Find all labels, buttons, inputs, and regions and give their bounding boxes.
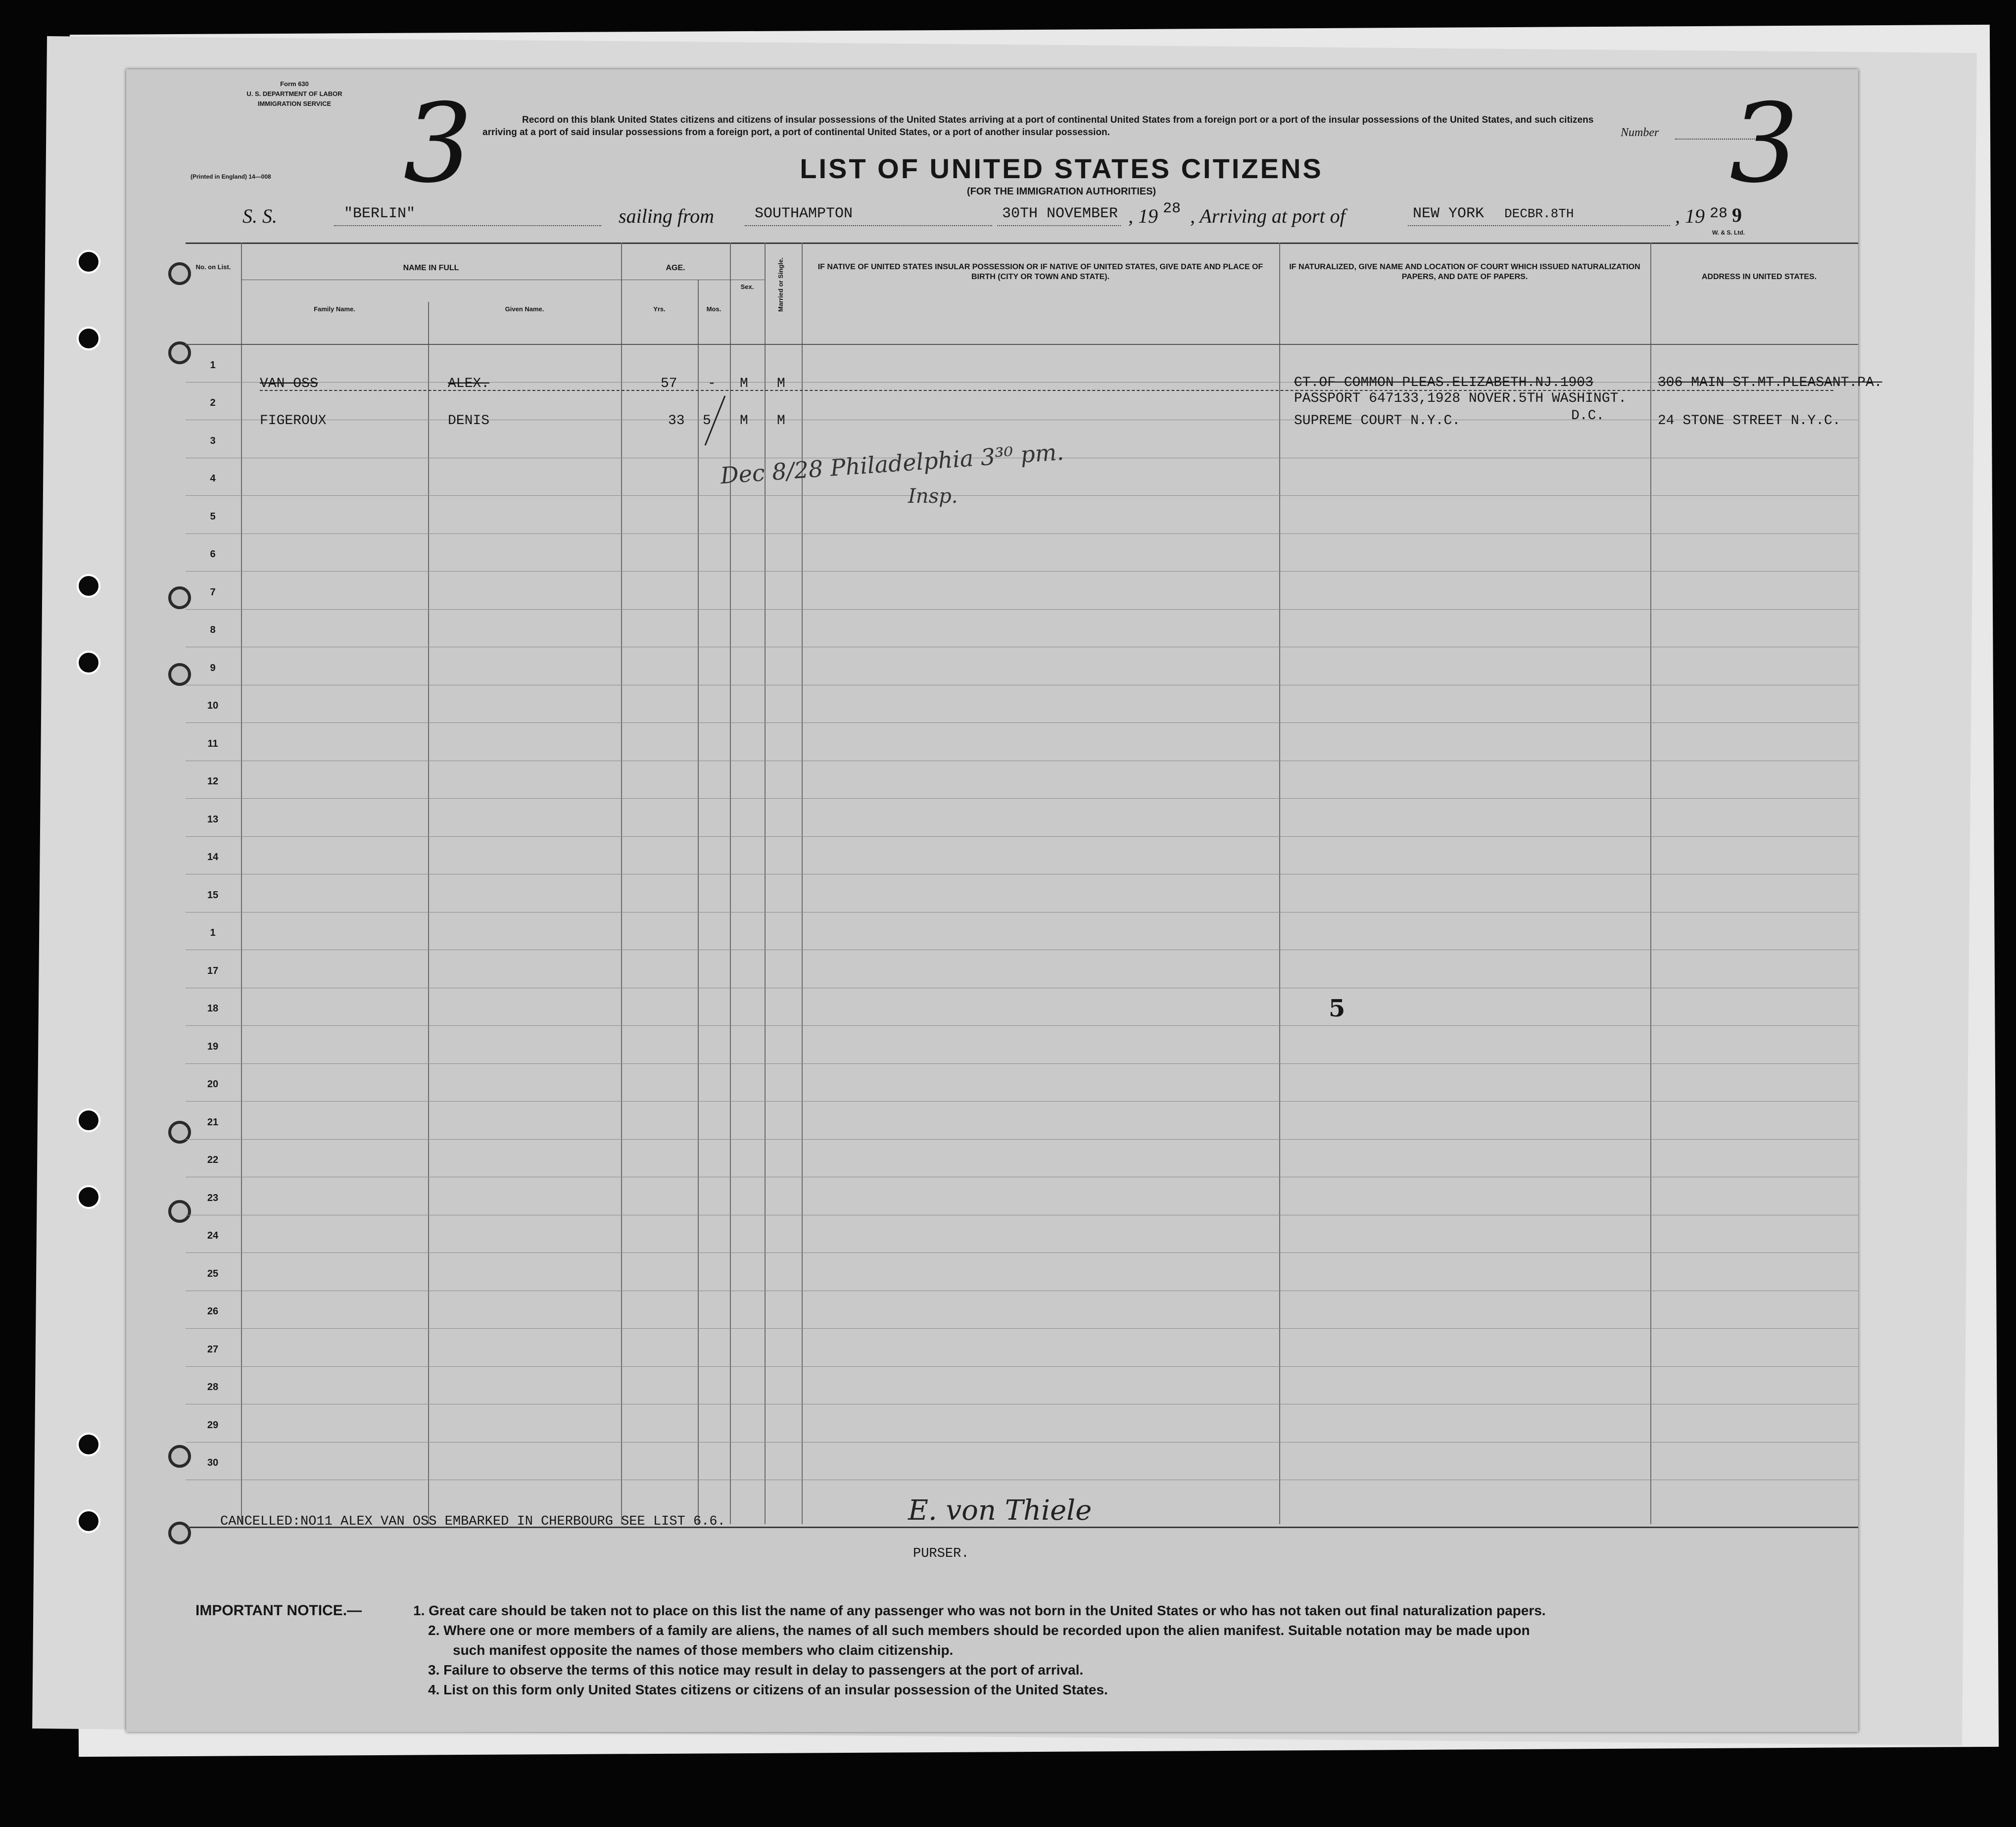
column-rule bbox=[621, 242, 622, 1524]
printed-note: (Printed in England) 14—008 bbox=[191, 173, 271, 180]
citizens-table bbox=[186, 242, 1882, 1524]
row-rule bbox=[186, 1366, 1858, 1367]
number-label: Number bbox=[1621, 126, 1659, 139]
dotted-line bbox=[745, 225, 992, 226]
row-rule bbox=[186, 836, 1858, 837]
row-rule bbox=[186, 722, 1858, 723]
row-number: 18 bbox=[207, 1003, 219, 1014]
header-sex: Sex. bbox=[740, 283, 754, 290]
row-rule bbox=[186, 798, 1858, 799]
purser-signature: E. von Thiele bbox=[908, 1494, 1092, 1527]
row-number: 14 bbox=[207, 852, 219, 863]
entry-given-name: DENIS bbox=[448, 413, 490, 429]
entry-passport: PASSPORT 647133,1928 NOVER.5TH WASHINGT. bbox=[1294, 391, 1627, 406]
table-top-rule bbox=[186, 242, 1858, 244]
entry-family-name: VAN OSS bbox=[260, 376, 318, 391]
row-number: 7 bbox=[210, 586, 216, 598]
row-number: 23 bbox=[207, 1192, 219, 1203]
row-rule bbox=[186, 382, 1858, 383]
header-years: Yrs. bbox=[653, 305, 666, 313]
arrival-year-prefix: , 19 bbox=[1675, 205, 1705, 227]
row-number: 28 bbox=[207, 1382, 219, 1393]
header-bottom-rule bbox=[186, 344, 1858, 345]
row-number: 20 bbox=[207, 1079, 219, 1090]
column-rule bbox=[765, 242, 766, 1524]
year-prefix: , 19 bbox=[1128, 205, 1158, 227]
header-months: Mos. bbox=[706, 305, 721, 313]
header-age: AGE. bbox=[666, 264, 685, 272]
reinforcement-ring bbox=[168, 1522, 191, 1544]
dotted-line bbox=[1408, 225, 1670, 226]
binder-hole bbox=[77, 1509, 100, 1533]
header-no-on-list: No. on List. bbox=[195, 263, 231, 271]
row-number: 27 bbox=[207, 1344, 219, 1355]
column-rule bbox=[1650, 242, 1651, 1524]
row-rule bbox=[186, 1328, 1858, 1329]
purser-label: PURSER. bbox=[913, 1546, 969, 1561]
header-birth: IF NATIVE OF UNITED STATES INSULAR POSSESSION OR IF NATIVE OF UNITED STATES, GIVE DATE AND PLACE OF BIRTH (CITY OR TOWN AND STATE). bbox=[817, 263, 1263, 281]
sailing-from-label: sailing from bbox=[619, 205, 714, 227]
binder-hole bbox=[77, 574, 100, 598]
row-rule bbox=[186, 1252, 1858, 1253]
entry-address: 306 MAIN ST.MT.PLEASANT.PA. bbox=[1658, 375, 1882, 390]
notice-item: 1. Great care should be taken not to place on this list the name of any passenger who was not born in the United States or who has not taken out final naturalization papers. bbox=[413, 1603, 1546, 1618]
row-rule bbox=[186, 1063, 1858, 1064]
entry-age-months: - bbox=[708, 376, 716, 391]
row-number: 26 bbox=[207, 1306, 219, 1317]
row-number: 9 bbox=[210, 662, 216, 673]
row-rule bbox=[186, 1025, 1858, 1026]
column-rule bbox=[802, 242, 803, 1524]
row-rule bbox=[186, 1101, 1858, 1102]
row-number: 8 bbox=[210, 625, 216, 635]
printer-mark: W. & S. Ltd. bbox=[1712, 229, 1745, 236]
row-number: 1 bbox=[210, 927, 216, 938]
handwritten-number: 3 bbox=[1729, 80, 1799, 207]
entry-naturalization: CT.OF COMMON PLEAS.ELIZABETH.NJ.1903 bbox=[1294, 375, 1593, 390]
entry-sex: M bbox=[740, 376, 748, 391]
page-title: LIST OF UNITED STATES CITIZENS bbox=[800, 153, 1323, 184]
header-family-name: Family Name. bbox=[314, 305, 355, 313]
header-married: Married or Single. bbox=[777, 257, 784, 312]
arrival-year-correction: 9 bbox=[1732, 204, 1742, 226]
service-name: IMMIGRATION SERVICE bbox=[257, 100, 332, 107]
handwritten-list-number: 3 bbox=[403, 80, 473, 207]
handwritten-inspector: Insp. bbox=[908, 485, 958, 508]
entry-age-years: 33 bbox=[668, 413, 685, 429]
handwritten-annotation: Dec 8/28 Philadelphia 3³⁰ pm. bbox=[719, 438, 1065, 489]
row-number: 1 bbox=[210, 359, 216, 371]
row-number: 11 bbox=[207, 738, 218, 749]
strike-line bbox=[260, 390, 1833, 391]
form-identifier bbox=[195, 79, 393, 109]
check-mark bbox=[700, 391, 730, 450]
column-rule bbox=[1279, 242, 1280, 1524]
arrival-year: 28 bbox=[1710, 205, 1728, 222]
stamped-number: 5 bbox=[1329, 995, 1345, 1022]
row-number: 29 bbox=[207, 1419, 219, 1431]
page-subtitle: (FOR THE IMMIGRATION AUTHORITIES) bbox=[966, 186, 1156, 197]
header-naturalized: IF NATURALIZED, GIVE NAME AND LOCATION OF COURT WHICH ISSUED NATURALIZATION PAPERS, AND DATE OF PAPERS. bbox=[1289, 263, 1640, 281]
form-number: Form 630 bbox=[280, 80, 309, 88]
binder-hole bbox=[77, 1108, 100, 1132]
port-of-arrival: NEW YORK bbox=[1413, 205, 1485, 222]
row-number: 24 bbox=[207, 1230, 219, 1241]
ss-label: S. S. bbox=[242, 205, 277, 227]
ship-name: "BERLIN" bbox=[344, 205, 416, 222]
entry-family-name: FIGEROUX bbox=[260, 413, 327, 429]
row-number: 2 bbox=[210, 397, 216, 408]
voyage-line bbox=[126, 200, 1858, 240]
notice-item: 4. List on this form only United States citizens or citizens of an insular possession of the United States. bbox=[428, 1682, 1108, 1697]
binder-hole bbox=[77, 1433, 100, 1456]
row-number: 30 bbox=[207, 1457, 219, 1468]
dotted-line bbox=[997, 225, 1121, 226]
entry-age-years: 57 bbox=[661, 376, 677, 391]
manifest-page bbox=[126, 69, 1882, 1732]
port-of-departure: SOUTHAMPTON bbox=[755, 205, 853, 222]
row-number: 12 bbox=[207, 776, 219, 787]
entry-given-name: ALEX. bbox=[448, 376, 490, 391]
dotted-line bbox=[334, 225, 601, 226]
row-number: 10 bbox=[207, 700, 219, 711]
row-number: 19 bbox=[207, 1041, 219, 1052]
row-number: 22 bbox=[207, 1154, 219, 1165]
arrival-date: DECBR.8TH bbox=[1504, 206, 1574, 221]
column-rule bbox=[428, 302, 429, 1524]
row-rule bbox=[186, 495, 1858, 496]
entry-address: 24 STONE STREET N.Y.C. bbox=[1658, 413, 1841, 429]
binder-hole bbox=[77, 1185, 100, 1209]
row-number: 15 bbox=[207, 889, 219, 901]
notice-item: 3. Failure to observe the terms of this notice may result in delay to passengers at the port of arrival. bbox=[428, 1662, 1084, 1678]
department-name: U. S. DEPARTMENT OF LABOR bbox=[246, 90, 342, 97]
notice-item: 2. Where one or more members of a family are aliens, the names of all such members should be recorded upon the alien manifest. Suitable notation may be made upon bbox=[428, 1623, 1530, 1638]
entry-naturalization: SUPREME COURT N.Y.C. bbox=[1294, 413, 1461, 429]
row-number: 21 bbox=[207, 1116, 219, 1128]
cancellation-note: CANCELLED:NO11 ALEX VAN OSS EMBARKED IN CHERBOURG SEE LIST 6.6. bbox=[220, 1514, 725, 1529]
notice-item: such manifest opposite the names of those members who claim citizenship. bbox=[453, 1642, 954, 1658]
entry-married: M bbox=[777, 413, 785, 429]
row-number: 13 bbox=[207, 814, 219, 825]
row-number: 6 bbox=[210, 549, 216, 560]
column-rule bbox=[730, 242, 731, 1524]
row-rule bbox=[186, 912, 1858, 913]
row-number: 4 bbox=[210, 473, 216, 484]
row-number: 25 bbox=[207, 1268, 219, 1279]
row-rule bbox=[186, 533, 1858, 534]
entry-naturalization-place: D.C. bbox=[1571, 408, 1605, 424]
column-rule bbox=[698, 280, 699, 1524]
row-rule bbox=[186, 609, 1858, 610]
instructions-text: Record on this blank United States citizens and citizens of insular possessions of the United States arriving at a port of continental United States from a foreign port or a port of the insular possessions of the United States, and such citizens arriving at a port of said insular possessions from a foreign port, a port of continental United States, or a port of another insular possession. bbox=[482, 115, 1594, 138]
header-given-name: Given Name. bbox=[505, 305, 544, 313]
binder-hole bbox=[77, 651, 100, 674]
row-number: 5 bbox=[210, 511, 216, 522]
row-number: 3 bbox=[210, 435, 216, 446]
departure-date: 30TH NOVEMBER bbox=[1002, 205, 1118, 222]
header-name-in-full: NAME IN FULL bbox=[403, 264, 459, 272]
entry-age-months: 5 bbox=[703, 413, 711, 429]
row-rule bbox=[186, 1139, 1858, 1140]
entry-married: M bbox=[777, 376, 785, 391]
binder-hole bbox=[77, 327, 100, 350]
notice-heading: IMPORTANT NOTICE.— bbox=[195, 1602, 362, 1619]
entry-sex: M bbox=[740, 413, 748, 429]
row-number: 17 bbox=[207, 965, 219, 976]
header-address: ADDRESS IN UNITED STATES. bbox=[1701, 273, 1817, 281]
column-rule bbox=[241, 242, 242, 1524]
arriving-label: , Arriving at port of bbox=[1190, 205, 1345, 227]
row-rule bbox=[186, 571, 1858, 572]
binder-hole bbox=[77, 250, 100, 274]
departure-year: 28 bbox=[1163, 200, 1181, 217]
